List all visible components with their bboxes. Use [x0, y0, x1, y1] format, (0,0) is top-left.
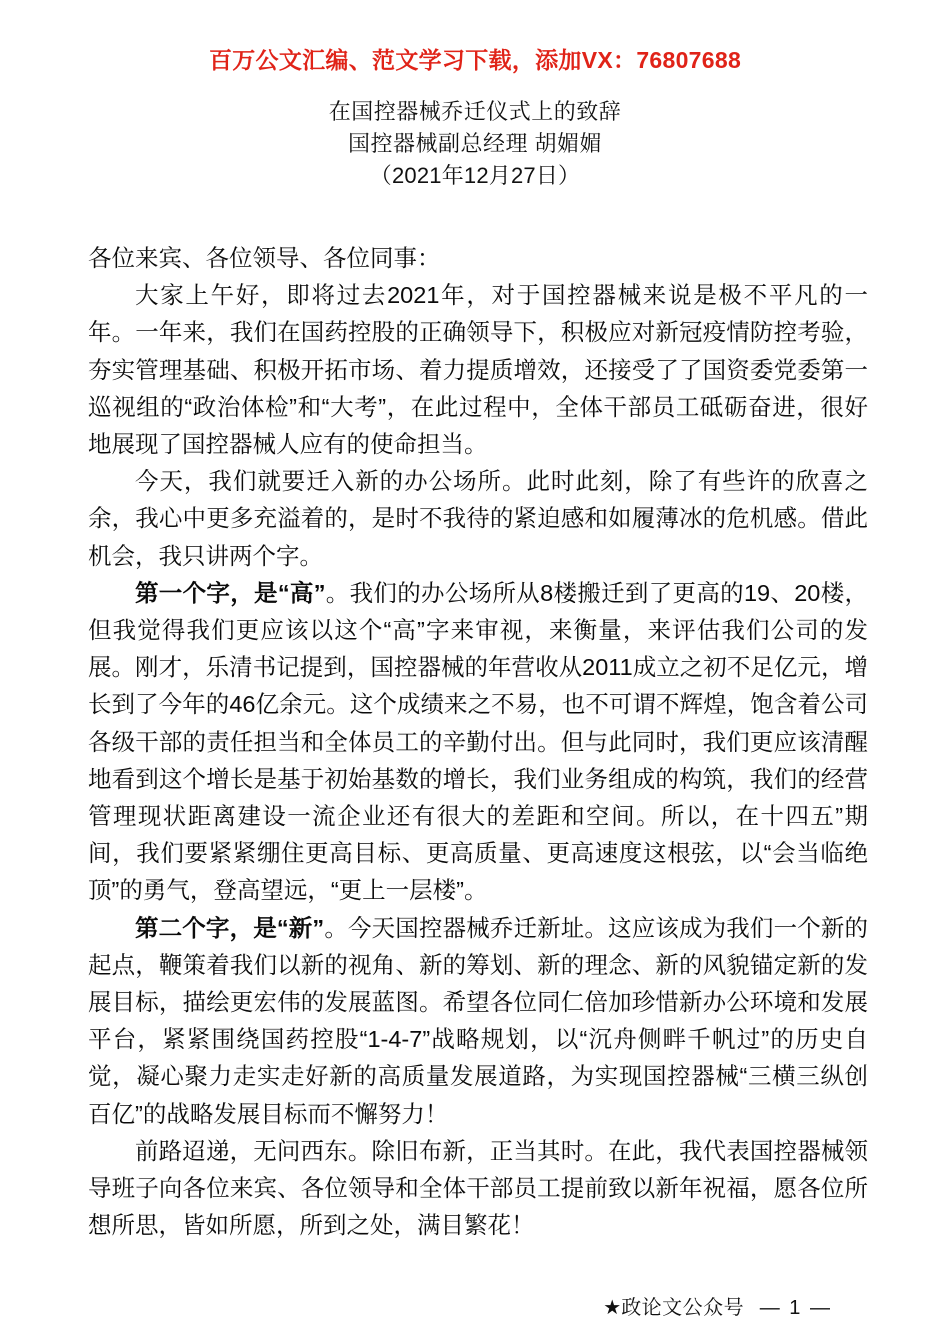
title-block — [0, 96, 950, 192]
paragraph-list — [88, 277, 868, 1244]
text-run: 大家上午好，即将过去2021年，对于国控器械来说是极不平凡的一年。一年来，我们在国药控股的正确领导下，积极应对新冠疫情防控考验，夯实管理基础、积极开拓市场、着力提质增效，还接受了了国资委党委第一巡视组的“政治体检”和“大考”，在此过程中，全体干部员工砥砺奋进，很好地展现了国控器械人应有的使命担当。 — [88, 282, 868, 458]
p-closing — [88, 1133, 868, 1245]
promo-watermark-text: 百万公文汇编、范文学习下载，添加VX：76807688 — [208, 47, 742, 73]
document-title: 在国控器械乔迁仪式上的致辞 — [328, 99, 622, 124]
p-today — [88, 463, 868, 575]
page-number: — 1 — — [759, 1297, 832, 1319]
salutation-line: 各位来宾、各位领导、各位同事： — [88, 245, 441, 271]
p-word-two — [88, 910, 868, 1133]
footer-brand-wrap — [603, 1297, 750, 1319]
text-run: 。今天国控器械乔迁新址。这应该成为我们一个新的起点，鞭策着我们以新的视角、新的筹划、新的理念、新的风貌锚定新的发展目标，描绘更宏伟的发展蓝图。希望各位同仁倍加珍惜新办公环境和发展平台，紧紧围绕国药控股“1-4-7”战略规划，以“沉舟侧畔千帆过”的历史自觉，凝心聚力走实走好新的高质量发展道路，为实现国控器械“三横三纵创百亿”的战略发展目标而不懈努力！ — [88, 914, 869, 1127]
emphasis-run: 第一个字，是“高” — [135, 579, 326, 606]
text-run: 今天，我们就要迁入新的办公场所。此时此刻，除了有些许的欣喜之余，我心中更多充溢着的，是时不我待的紧迫感和如履薄冰的危机感。借此机会，我只讲两个字。 — [88, 468, 868, 569]
p-word-one — [88, 575, 868, 910]
text-run: 前路迢递，无问西东。除旧布新，正当其时。在此，我代表国控器械领导班子向各位来宾、各位领导和全体干部员工提前致以新年祝福，愿各位所想所思，皆如所愿，所到之处，满目繁花！ — [88, 1137, 868, 1239]
document-date: （2021年12月27日） — [369, 163, 581, 188]
document-speaker: 国控器械副总经理 胡媚媚 — [347, 131, 603, 156]
footer-brand-label: 政论文公众号 — [621, 1297, 745, 1319]
text-run: 。我们的办公场所从8楼搬迁到了更高的19、20楼，但我觉得我们更应该以这个“高”字来审视，来衡量，来评估我们公司的发展。刚才，乐清书记提到，国控器械的年营收从2011成立之初不足亿元，增长到了今年的46亿余元。这个成绩来之不易，也不可谓不辉煌，饱含着公司各级干部的责任担当和全体员工的辛勤付出。但与此同时，我们更应该清醒地看到这个增长是基于初始基数的增长，我们业务组成的构筑，我们的经营管理现状距离建设一流企业还有很大的差距和空间。所以，在十四五”期间，我们要紧紧绷住更高目标、更高质量、更高速度这根弦，以“会当临绝顶”的勇气，登高望远，“更上一层楼”。 — [88, 579, 869, 904]
page-footer — [0, 1294, 950, 1322]
document-body — [88, 240, 868, 1244]
star-icon: ★ — [603, 1297, 622, 1319]
p-opening — [88, 277, 868, 463]
emphasis-run: 第二个字，是“新” — [135, 914, 325, 941]
